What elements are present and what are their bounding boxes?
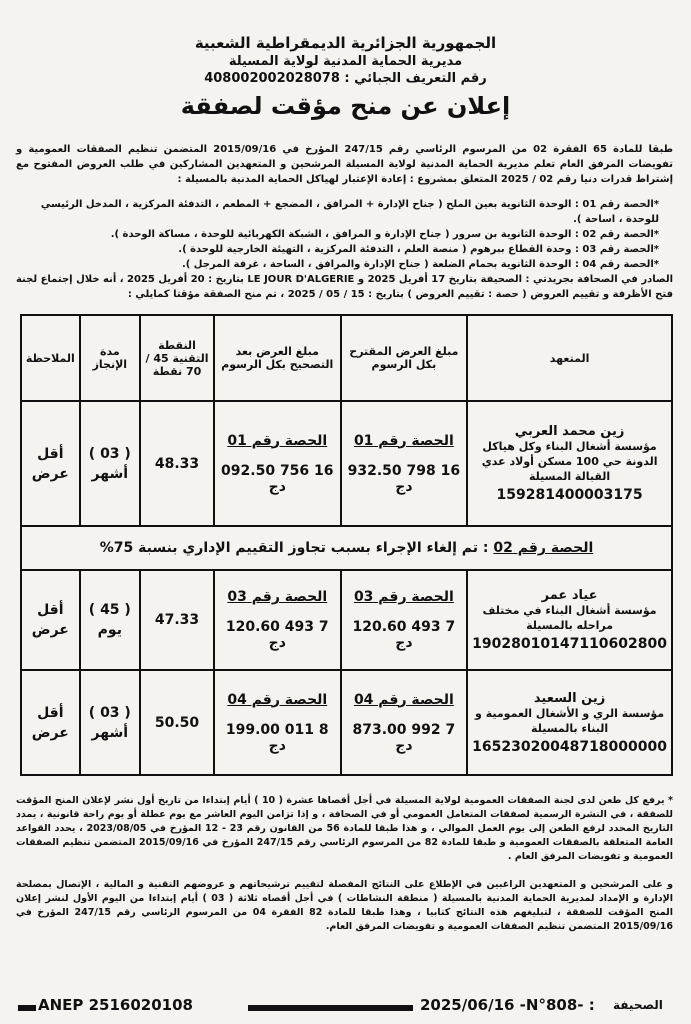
duration-cell: ( 03 ) أشهر bbox=[80, 401, 140, 526]
header-proposed: مبلغ العرض المقترح بكل الرسوم bbox=[341, 315, 468, 401]
cancelled-lot-row bbox=[21, 526, 672, 570]
header-bidder: المتعهد bbox=[467, 315, 672, 401]
duration-cell: ( 45 ) يوم bbox=[80, 570, 140, 670]
score-cell: 50.50 bbox=[140, 670, 214, 775]
proposed-cell bbox=[341, 570, 468, 670]
newspaper-name: الصحيفة bbox=[613, 998, 663, 1012]
table-header-row bbox=[21, 315, 672, 401]
results-note: و على المرشحين و المتعهدين الراغبين في الإطلاع على النتائج المفصلة لتقييم ترشيحاتهم و عروضهم التقنية و المالية ، الإتصال بمصلحة الإدارة و الإمداد لمديرية الحماية المدنية بالمسيلة ( منطقة النشاطات ) في أجل أقصاه ثلاثة ( 03 ) أيام إبتداءا من اليوم الأول لنشر إعلان المنح المؤقت للصفقة ، لتبليغهم هذه النتائج كتابيا ، وهذا طبقا للمادة 82 الفقرة 04 من المرسوم الرئاسي رقم 247/15 المؤرخ في 2015/09/16 المتضمن تنظيم الصفقات العمومية و تفويضات المرفق العام. bbox=[16, 879, 673, 932]
lot-item: *الحصة رقم 04 : الوحدة الثانوية بحمام الضلعة ( جناح الإدارة والمرافق ، الساحة ، غرفة المرجل ). bbox=[181, 259, 659, 270]
notes-section bbox=[16, 794, 673, 934]
corrected-amount: 16 756 092.50 دج bbox=[221, 462, 334, 495]
lot-label: الحصة رقم 04 bbox=[227, 691, 328, 708]
republic-line: الجمهورية الجزائرية الديمقراطية الشعبية bbox=[194, 34, 497, 52]
table-row bbox=[21, 570, 672, 670]
header-remark: الملاحظة bbox=[21, 315, 80, 401]
lot-label: الحصة رقم 03 bbox=[353, 589, 454, 605]
publication-paragraph: الصادر في الصحافة بجريدتي : الصحيفة بتاريخ 17 أفريل 2025 و LE JOUR D'ALGERIE بتاريخ : 20 أفريل 2025 ، أنه خلال إجتماع لجنة فتح الأظرفة و تقييم العروض ( حصة : تقييم العروض ) بتاريخ : 15 / 05 / 2025 ، تم منح الصفقة مؤقتا كمايلي : bbox=[15, 274, 673, 300]
bidder-company: مؤسسة أشغال البناء وكل هياكل الدونة حي 100 مسكن أولاد عدي القبالة المسيلة bbox=[481, 440, 658, 483]
tax-id-line: رقم التعريف الجبائي : 408002002028078 bbox=[204, 71, 487, 86]
duration-cell: ( 03 ) أشهر bbox=[80, 670, 140, 775]
issue-number: 2025/06/16 -N°808- : bbox=[420, 996, 595, 1014]
corrected-amount: 7 493 120.60 دج bbox=[225, 619, 329, 651]
header bbox=[8, 34, 683, 120]
footer bbox=[8, 996, 683, 1020]
intro-paragraph: طبقا للمادة 65 الفقرة 02 من المرسوم الرئاسي رقم 247/15 المؤرخ في 2015/09/16 المتضمن تنظيم الصفقات العمومية و تفويضات المرفق العام تعلم مديرية الحماية المدنية لولاية المسيلة المرشحين و المتعهدين المشاركين في طلب العروض المفتوح مع إشتراط قدرات دنيا رقم 02 / 2025 المتعلق بمشروع : إعادة الإعتبار لهياكل الحماية المدنية بالمسيلة : bbox=[16, 144, 673, 185]
bidder-company: مؤسسة الري و الأشغال العمومية و البناء بالمسيلة bbox=[475, 706, 665, 735]
corrected-amount: 8 011 199.00 دج bbox=[225, 721, 329, 754]
cancelled-lot-label: الحصة رقم 02 bbox=[493, 540, 594, 556]
remark-cell: أقل عرض bbox=[21, 401, 80, 526]
remark-cell: أقل عرض bbox=[21, 570, 80, 670]
header-corrected: مبلغ العرض بعد التصحيح بكل الرسوم bbox=[214, 315, 341, 401]
bidder-cell bbox=[467, 401, 672, 526]
announcement-page bbox=[8, 6, 683, 1016]
appeal-note: * يرفع كل طعن لدى لجنة الصفقات العمومية لولاية المسيلة في أجل أقصاها عشرة ( 10 ) أيام إبتداءا من تاريخ أول نشر لإعلان المنح المؤقت للصفقة ، في النشرة الرسمية لصفقات المتعامل العمومي أو في الصحافة ، و إذا تزامن اليوم العاشر مع يوم عطلة أو يوم راحة قانونية ، يمدد التاريخ المحدد لرفع الطعن إلى يوم العمل الموالي ، و هذا طبقا للمادة 56 من القانون رقم 23 - 12 المؤرخ في 2023/08/05 ، يحدد القواعد العامة المتعلقة بالصفقات العمومية و طبقا للمادة 82 من المرسوم الرئاسي رقم 247/15 المؤرخ في 2015/09/16 المتضمن تنظيم الصفقات العمومية و تفويضات المرفق العام . bbox=[16, 795, 674, 862]
lot-label: الحصة رقم 04 bbox=[353, 691, 454, 708]
table-row bbox=[21, 670, 672, 775]
remark-cell: أقل عرض bbox=[21, 670, 80, 775]
corrected-cell bbox=[214, 570, 341, 670]
corrected-cell bbox=[214, 670, 341, 775]
award-table bbox=[20, 314, 673, 776]
lot-item: *الحصة رقم 03 : وحدة القطاع ببرهوم ( منصة العلم ، التدفئة المركزية ، التهيئة الخارجية للوحدة ). bbox=[178, 244, 659, 255]
bidder-cell bbox=[467, 570, 672, 670]
bidder-id: 19028010147110602800 bbox=[472, 636, 667, 652]
corrected-cell bbox=[214, 401, 341, 526]
bidder-name: عياد عمر bbox=[541, 588, 598, 603]
footer-bar bbox=[248, 1005, 413, 1011]
bidder-company: مؤسسة أشغال البناء في مختلف مراحله بالمسيلة bbox=[482, 604, 657, 632]
lot-label: الحصة رقم 01 bbox=[353, 432, 454, 449]
header-duration: مدة الإنجاز bbox=[80, 315, 140, 401]
proposed-amount: 7 493 120.60 دج bbox=[352, 619, 456, 651]
bidder-cell bbox=[467, 670, 672, 775]
proposed-amount: 16 798 932.50 دج bbox=[347, 462, 461, 495]
anep-code: ANEP 2516020108 bbox=[38, 996, 193, 1014]
score-cell: 47.33 bbox=[140, 570, 214, 670]
footer-bar-left bbox=[18, 1005, 36, 1011]
bidder-name: زين محمد العربي bbox=[514, 424, 625, 439]
lots-list bbox=[16, 197, 673, 272]
proposed-amount: 7 992 873.00 دج bbox=[352, 721, 456, 754]
bidder-id: 159281400003175 bbox=[496, 487, 643, 503]
page-title: إعلان عن منح مؤقت لصفقة bbox=[180, 92, 511, 120]
lot-label: الحصة رقم 03 bbox=[227, 589, 328, 605]
cancelled-lot-cell bbox=[21, 526, 672, 570]
cancelled-lot-text: : تم إلغاء الإجراء بسبب تجاوز التقييم الإداري بنسبة 75% bbox=[99, 540, 489, 556]
directorate-line: مديرية الحماية المدنية لولاية المسيلة bbox=[228, 54, 463, 69]
score-cell: 48.33 bbox=[140, 401, 214, 526]
lot-item: *الحصة رقم 01 : الوحدة الثانوية بعين الملح ( جناح الإدارة + المرافق ، المضجع + المطعم ، التدفئة المركزية ، المدخل الرئيسي للوحدة ، اساحة ). bbox=[40, 199, 659, 225]
table-row bbox=[21, 401, 672, 526]
header-score: النقطة التقنية 45 / 70 نقطة bbox=[140, 315, 214, 401]
lot-item: *الحصة رقم 02 : الوحدة الثانوية بن سرور ( جناح الإدارة و المرافق ، الشبكة الكهربائية للوحدة ، مساكة الوحدة ). bbox=[110, 229, 659, 240]
bidder-name: زين السعيد bbox=[533, 690, 606, 706]
lot-label: الحصة رقم 01 bbox=[227, 432, 328, 449]
proposed-cell bbox=[341, 401, 468, 526]
proposed-cell bbox=[341, 670, 468, 775]
bidder-id: 16523020048718000000 bbox=[472, 738, 667, 755]
